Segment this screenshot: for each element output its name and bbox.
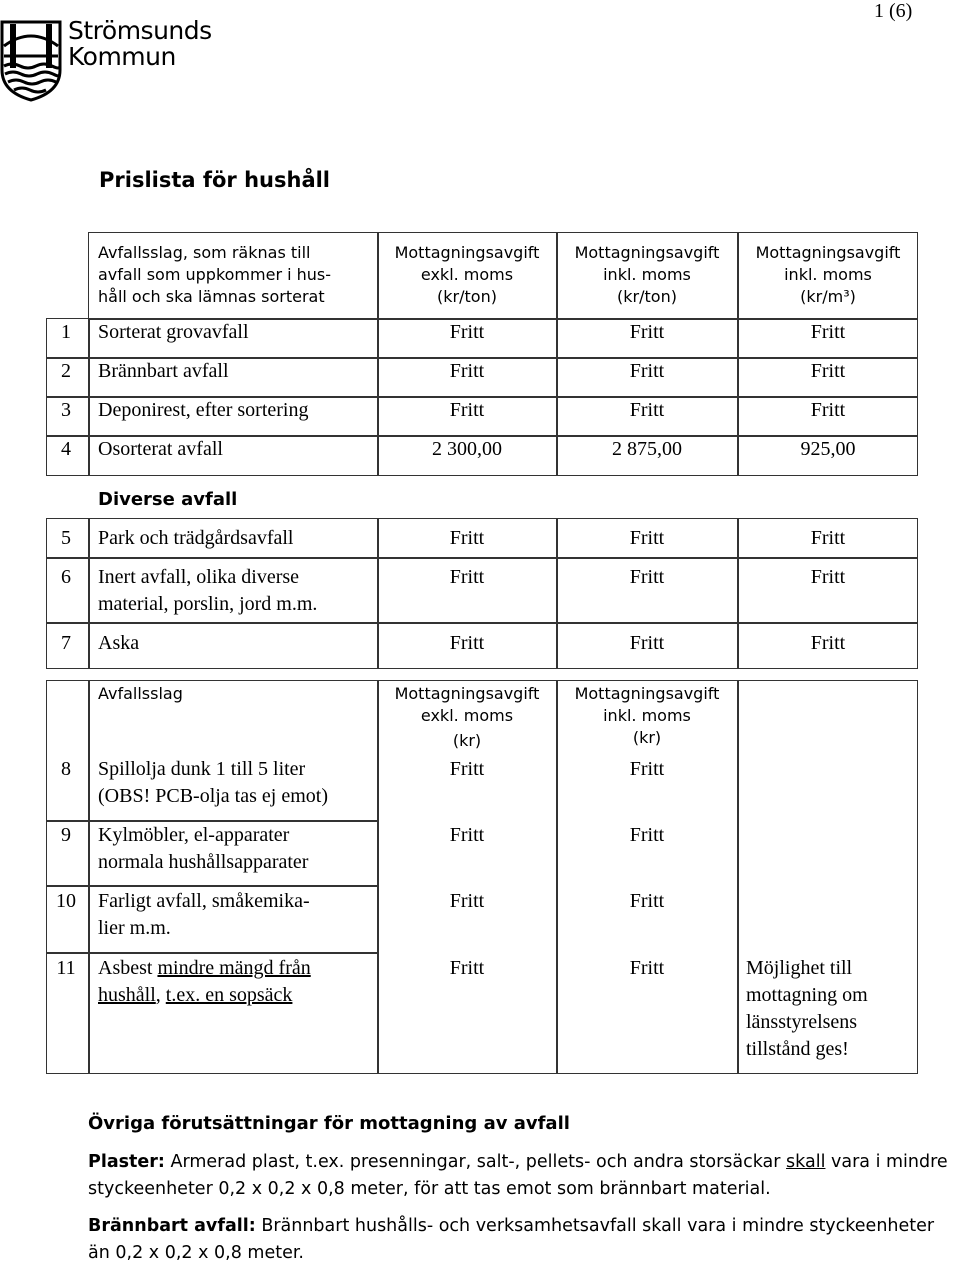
price-excl-ton: Fritt bbox=[449, 632, 485, 654]
row-number: 2 bbox=[61, 360, 71, 382]
price-excl: Fritt bbox=[449, 890, 485, 912]
price-incl-ton: Fritt bbox=[629, 527, 665, 549]
page-title: Prislista för hushåll bbox=[99, 168, 331, 192]
waste-type: Aska bbox=[98, 632, 140, 654]
waste-type-line: Inert avfall, olika diverse bbox=[98, 566, 300, 588]
header-line: (kr/ton) bbox=[437, 287, 497, 306]
table1-header-col3 bbox=[558, 242, 736, 308]
waste-type-line: Spillolja dunk 1 till 5 liter bbox=[98, 758, 306, 780]
underlined-text: hushåll bbox=[98, 984, 156, 1006]
table1-header-col4 bbox=[739, 242, 917, 308]
underlined-text: skall bbox=[786, 1152, 826, 1172]
header-line: (kr/ton) bbox=[617, 287, 677, 306]
waste-type bbox=[98, 822, 308, 876]
price-incl-ton: Fritt bbox=[629, 321, 665, 343]
row-number: 11 bbox=[56, 957, 76, 979]
asbestos-note bbox=[746, 955, 916, 1063]
text-span: Brännbart hushålls- och verksamhetsavfall skall vara i mindre styckeenheter än 0,2 x 0,2 x 0,8 meter. bbox=[88, 1216, 935, 1263]
organization-name-line1: Strömsunds bbox=[68, 16, 212, 45]
section-subheading: Diverse avfall bbox=[98, 489, 238, 510]
waste-type-line bbox=[98, 982, 311, 1009]
price-incl-m3: Fritt bbox=[810, 527, 846, 549]
conditions-combustible bbox=[88, 1213, 954, 1267]
price-excl-ton: Fritt bbox=[449, 399, 485, 421]
text-span: vara i mindre styckeenheter 0,2 x 0,2 x 0,8 meter, för att tas emot som brännbart material. bbox=[88, 1152, 948, 1199]
header-line: inkl. moms bbox=[784, 265, 872, 284]
waste-type-line: Farligt avfall, småkemika- bbox=[98, 890, 310, 912]
price-excl: Fritt bbox=[449, 758, 485, 780]
plastics-label: Plaster: bbox=[88, 1152, 165, 1172]
price-incl-m3: Fritt bbox=[810, 566, 846, 588]
header-line: (kr) bbox=[632, 728, 662, 747]
price-excl-ton: Fritt bbox=[449, 360, 485, 382]
header-line: Mottagningsavgift bbox=[394, 684, 540, 703]
price-incl-ton: 2 875,00 bbox=[612, 438, 682, 460]
table1-header-col2 bbox=[379, 242, 555, 308]
waste-type-line bbox=[98, 955, 311, 982]
header-line: (kr/m³) bbox=[800, 287, 856, 306]
waste-type: Park och trädgårdsavfall bbox=[98, 527, 294, 549]
waste-type: Brännbart avfall bbox=[98, 360, 229, 382]
row-number: 10 bbox=[56, 890, 76, 912]
price-incl: Fritt bbox=[629, 890, 665, 912]
waste-type: Osorterat avfall bbox=[98, 438, 223, 460]
header-line: inkl. moms bbox=[603, 265, 691, 284]
municipality-crest-logo bbox=[0, 20, 62, 102]
header-line: Mottagningsavgift bbox=[755, 243, 901, 262]
waste-type: Deponirest, efter sortering bbox=[98, 399, 309, 421]
price-incl-m3: Fritt bbox=[810, 399, 846, 421]
price-incl-ton: Fritt bbox=[629, 566, 665, 588]
text-span: , bbox=[155, 984, 166, 1006]
row-number: 1 bbox=[61, 321, 71, 343]
note-line: Möjlighet till bbox=[746, 957, 853, 979]
text-span: Armerad plast, t.ex. presenningar, salt-, pellets- och andra storsäckar bbox=[164, 1152, 787, 1172]
header-line: exkl. moms bbox=[420, 706, 514, 725]
waste-type-line: material, porslin, jord m.m. bbox=[98, 593, 318, 615]
price-excl-ton: Fritt bbox=[449, 566, 485, 588]
row-number: 5 bbox=[61, 527, 71, 549]
note-line: tillstånd ges! bbox=[746, 1038, 849, 1060]
price-incl: Fritt bbox=[629, 957, 665, 979]
row-number: 9 bbox=[61, 824, 71, 846]
text-span: Asbest bbox=[98, 957, 158, 979]
price-excl: Fritt bbox=[449, 824, 485, 846]
price-excl: Fritt bbox=[449, 957, 485, 979]
header-line: Avfallsslag, som räknas till bbox=[98, 243, 311, 262]
header-line: Mottagningsavgift bbox=[574, 684, 720, 703]
header-line: Mottagningsavgift bbox=[574, 243, 720, 262]
table2-header-col1: Avfallsslag bbox=[98, 684, 183, 703]
waste-type-line: normala hushållsapparater bbox=[98, 851, 309, 873]
header-line: (kr) bbox=[452, 731, 482, 750]
page-number: 1 (6) bbox=[874, 0, 913, 22]
waste-type bbox=[98, 564, 317, 618]
header-line: exkl. moms bbox=[420, 265, 514, 284]
table2-header-col2 bbox=[379, 683, 555, 752]
waste-type: Sorterat grovavfall bbox=[98, 321, 249, 343]
waste-type bbox=[98, 756, 328, 810]
price-incl-ton: Fritt bbox=[629, 360, 665, 382]
price-incl: Fritt bbox=[629, 824, 665, 846]
row-number: 8 bbox=[61, 758, 71, 780]
combustible-label: Brännbart avfall: bbox=[88, 1216, 256, 1236]
price-incl-ton: Fritt bbox=[629, 399, 665, 421]
conditions-plastics bbox=[88, 1149, 954, 1203]
header-line: avfall som uppkommer i hus- bbox=[98, 265, 332, 284]
price-incl-ton: Fritt bbox=[629, 632, 665, 654]
table2-header-col3 bbox=[558, 683, 736, 749]
price-incl-m3: Fritt bbox=[810, 632, 846, 654]
waste-type-line: Kylmöbler, el-apparater bbox=[98, 824, 290, 846]
header-line: Mottagningsavgift bbox=[394, 243, 540, 262]
price-excl-ton: 2 300,00 bbox=[432, 438, 502, 460]
note-line: länsstyrelsens bbox=[746, 1011, 858, 1033]
row-number: 6 bbox=[61, 566, 71, 588]
waste-type bbox=[98, 955, 311, 1009]
row-number: 7 bbox=[61, 632, 71, 654]
row-number: 4 bbox=[61, 438, 71, 460]
underlined-text: mindre mängd från bbox=[157, 957, 311, 979]
organization-name bbox=[68, 18, 212, 70]
header-line: inkl. moms bbox=[603, 706, 691, 725]
row-number: 3 bbox=[61, 399, 71, 421]
price-incl-m3: Fritt bbox=[810, 360, 846, 382]
price-excl-ton: Fritt bbox=[449, 527, 485, 549]
price-incl-m3: 925,00 bbox=[800, 438, 856, 460]
conditions-heading: Övriga förutsättningar för mottagning av avfall bbox=[88, 1113, 570, 1134]
waste-type-line: (OBS! PCB-olja tas ej emot) bbox=[98, 785, 328, 807]
table1-header-col1 bbox=[98, 242, 373, 308]
waste-type bbox=[98, 888, 310, 942]
underlined-text: t.ex. en sopsäck bbox=[165, 984, 293, 1006]
price-excl-ton: Fritt bbox=[449, 321, 485, 343]
price-incl-m3: Fritt bbox=[810, 321, 846, 343]
price-incl: Fritt bbox=[629, 758, 665, 780]
waste-type-line: lier m.m. bbox=[98, 917, 171, 939]
organization-name-line2: Kommun bbox=[68, 42, 176, 71]
header-line: håll och ska lämnas sorterat bbox=[98, 287, 325, 306]
note-line: mottagning om bbox=[746, 984, 868, 1006]
